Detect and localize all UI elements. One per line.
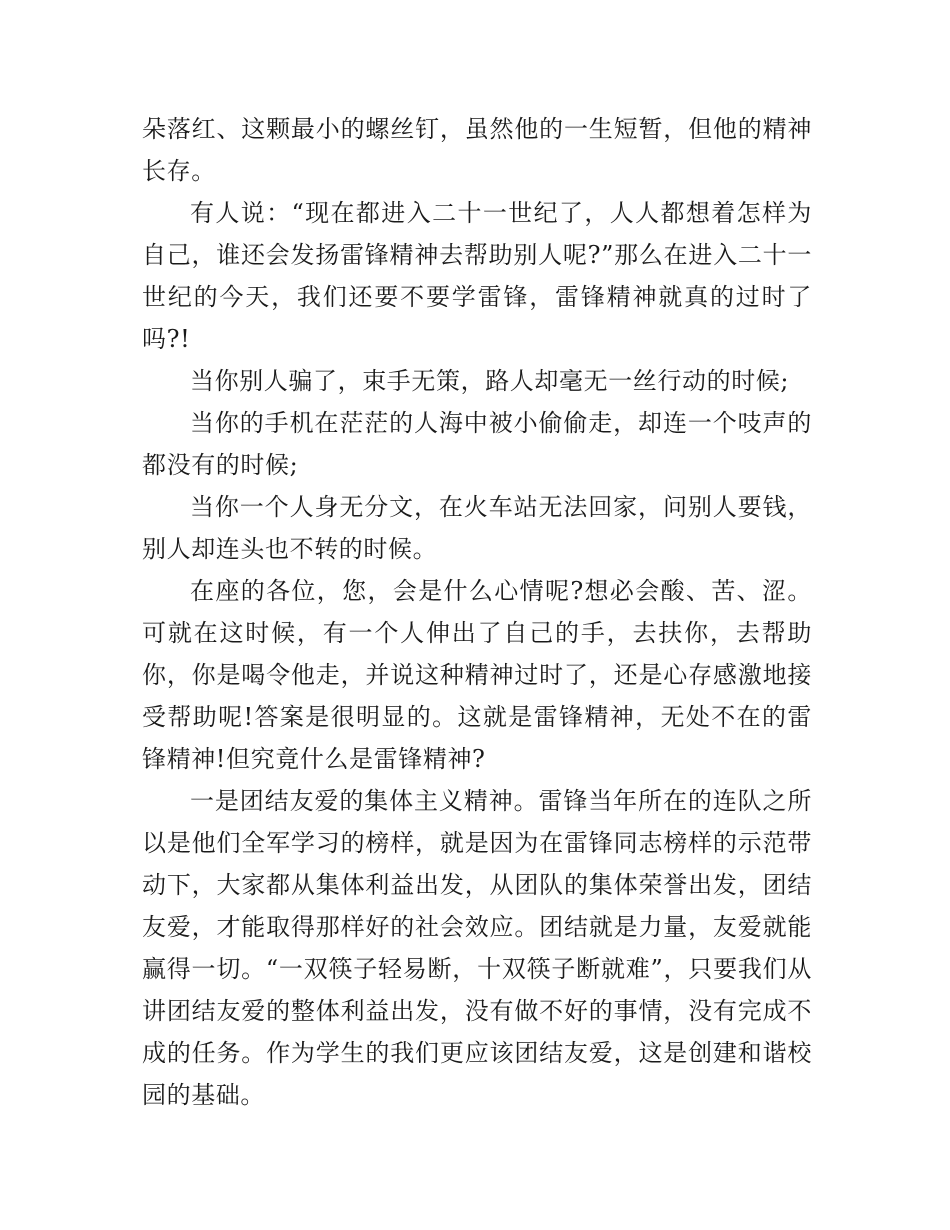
paragraph-6: 在座的各位，您，会是什么心情呢?想必会酸、苦、涩。可就在这时候，有一个人伸出了自己的手，去扶你，去帮助你，你是喝令他走，并说这种精神过时了，还是心存感激地接受帮助呢!答案是很明显的。这就是雷锋精神，无处不在的雷锋精神!但究竟什么是雷锋精神? bbox=[142, 577, 812, 773]
paragraph-7: 一是团结友爱的集体主义精神。雷锋当年所在的连队之所以是他们全军学习的榜样，就是因为在雷锋同志榜样的示范带动下，大家都从集体利益出发，从团队的集体荣誉出发，团结友爱，才能取得那样好的社会效应。团结就是力量，友爱就能赢得一切。“一双筷子轻易断，十双筷子断就难”，只要我们从讲团结友爱的整体利益出发，没有做不好的事情，没有完成不成的任务。作为学生的我们更应该团结友爱，这是创建和谐校园的基础。 bbox=[142, 787, 812, 1109]
paragraph-5: 当你一个人身无分文，在火车站无法回家，问别人要钱，别人却连头也不转的时候。 bbox=[142, 493, 812, 563]
paragraph-3: 当你别人骗了，束手无策，路人却毫无一丝行动的时候; bbox=[190, 367, 790, 395]
document-body bbox=[142, 108, 812, 1116]
paragraph-4: 当你的手机在茫茫的人海中被小偷偷走，却连一个吱声的都没有的时候; bbox=[142, 409, 812, 479]
paragraph-2: 有人说：“现在都进入二十一世纪了，人人都想着怎样为自己，谁还会发扬雷锋精神去帮助别人呢?”那么在进入二十一世纪的今天，我们还要不要学雷锋，雷锋精神就真的过时了吗?! bbox=[142, 199, 812, 353]
paragraph-1: 朵落红、这颗最小的螺丝钉，虽然他的一生短暂，但他的精神长存。 bbox=[142, 115, 812, 185]
